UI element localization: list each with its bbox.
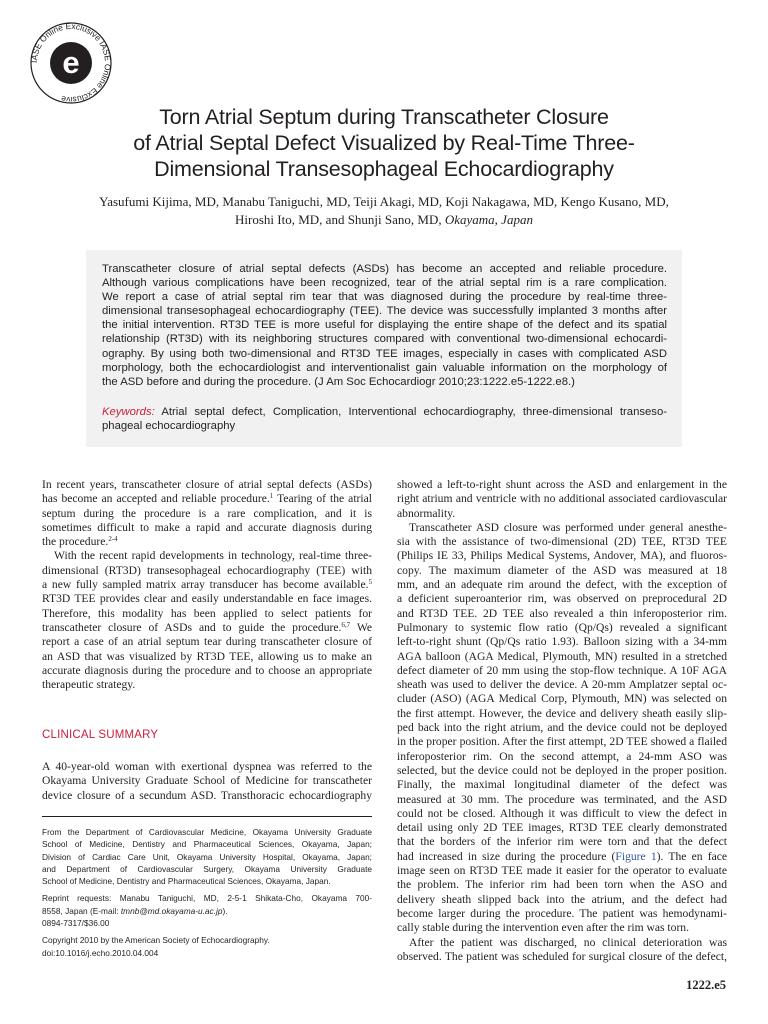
text-line: a deficient superoanterior rim, was observed on preprocedural 2D bbox=[397, 592, 727, 606]
affiliation-line: From the Department of Cardiovascular Medicine, Okayama University Graduate bbox=[42, 827, 372, 837]
abstract-line: We report a case of atrial septal rim tear that was diagnosed during the procedure by real-time three- bbox=[102, 291, 667, 304]
email-link[interactable]: tmnb@md.okayama-u.ac.jp bbox=[120, 905, 223, 916]
text-line: abnormality. bbox=[397, 506, 456, 520]
reprint-line: Reprint requests: Manabu Taniguchi, MD, 2-5-1 Shikata-Cho, Okayama 700- bbox=[42, 893, 372, 904]
author-line: Yasufumi Kijima, MD, Manabu Taniguchi, MD, Teiji Akagi, MD, Koji Nakagawa, MD, Kengo Kusano, MD, bbox=[99, 194, 669, 209]
text-line: could not be closed. Although it was difficult to view the defect in bbox=[397, 806, 727, 820]
text-line: measured at 30 mm. The procedure was terminated, and the ASD bbox=[397, 792, 727, 806]
reference-citation[interactable]: 2-4 bbox=[108, 535, 118, 544]
figure-1-link[interactable]: Figure 1 bbox=[615, 849, 657, 863]
logo-letter: e bbox=[62, 45, 80, 80]
text-line: Finally, the maximal longitudinal diameter of the defect was bbox=[397, 778, 727, 792]
text-line: delivery sheath slipped back into the atrium, and the defect had bbox=[397, 892, 727, 906]
text-line bbox=[42, 621, 372, 635]
title-line: Torn Atrial Septum during Transcatheter Closure bbox=[159, 105, 609, 129]
title-line: of Atrial Septal Defect Visualized by Real-Time Three- bbox=[133, 131, 635, 155]
text-run: a new fully sampled matrix array transducer has become available. bbox=[42, 578, 369, 592]
text-line: cally stable during the intervention even after the rim was torn. bbox=[397, 921, 690, 935]
text-line bbox=[397, 850, 727, 864]
abstract-line: Although various complications have been recognized, tear of the atrial septal rim is a rare complication. bbox=[102, 277, 667, 290]
text-line: Therefore, this modality has been applied to select patients for bbox=[42, 606, 372, 620]
abstract-line: dimensional transesophageal echocardiography (TEE). The device was successfully implanted 3 months after bbox=[102, 305, 667, 318]
text-line: selected, but the device could not be deployed in the proper position. bbox=[397, 763, 727, 777]
text-line bbox=[42, 578, 372, 592]
text-line: Okayama University Graduate School of Medicine for transcatheter bbox=[42, 774, 372, 788]
text-line: right atrium and ventricle with no additional associated cardiovascular bbox=[397, 492, 727, 506]
text-line bbox=[42, 535, 372, 549]
issn: 0894-7317/$36.00 bbox=[42, 918, 110, 929]
abstract-line: morphology, both the echocardiologist and interventionalist gain valuable information on the morphology of bbox=[102, 361, 667, 374]
footnotes bbox=[42, 826, 372, 959]
logo-ring-text: IASE Online Exclusive IASE Online Exclusive bbox=[28, 20, 114, 106]
text-line: RT3D TEE provides clear and easily understandable en face images. bbox=[42, 592, 372, 606]
abstract-line: relationship (RT3D) with its neighboring structures compared with conventional two-dimensional echocardi- bbox=[102, 333, 667, 346]
text-line: After the patient was discharged, no clinical deterioration was bbox=[409, 935, 727, 949]
text-line: that the borders of the inferior rim were torn and that the defect bbox=[397, 835, 727, 849]
text-line: accurate diagnosis during the procedure and to choose an appropriate bbox=[42, 663, 372, 677]
text-line: Pulmonary to systemic flow ratio (Qp/Qs) revealed a significant bbox=[397, 620, 727, 634]
abstract-text bbox=[102, 262, 667, 389]
text-line: an ASD that was visualized by RT3D TEE, allowing us to make an bbox=[42, 649, 372, 663]
text-run: has become an accepted and reliable procedure. bbox=[42, 492, 270, 506]
abstract-line: Transcatheter closure of atrial septal defects (ASDs) has become an accepted and reliable procedure. bbox=[102, 263, 667, 275]
text-line: Transcatheter ASD closure was performed under general anesthe- bbox=[409, 520, 727, 534]
journal-online-exclusive-logo bbox=[28, 20, 114, 106]
keywords bbox=[102, 405, 667, 433]
affiliation-line: and Department of Cardiovascular Surgery, Okayama University Graduate bbox=[42, 863, 372, 874]
text-line: inferoposterior rim. On the second attempt, a 24-mm ASO was bbox=[397, 749, 727, 763]
text-run: the procedure. bbox=[42, 535, 109, 549]
text-line: become larger during the procedure. The patient was hemodynami- bbox=[397, 906, 727, 920]
text-line: image seen on RT3D TEE made it easier for the operator to evaluate bbox=[397, 864, 727, 878]
author-line bbox=[60, 211, 708, 229]
text-run: 8558, Japan (E-mail: bbox=[42, 905, 121, 916]
keywords-line: phageal echocardiography bbox=[102, 420, 236, 433]
text-line: report a case of an atrial septum tear during transcatheter closure of bbox=[42, 635, 372, 649]
author-location: Okayama, Japan bbox=[444, 211, 533, 227]
abstract-line: the ASD before and during the procedure. (J Am Soc Echocardiogr 2010;23:1222.e5-1222.e8.) bbox=[102, 375, 575, 388]
affiliation-line: Division of Cardiac Care Unit, Okayama University Hospital, Okayama, Japan; bbox=[42, 851, 372, 862]
text-run: had increased in size during the procedure ( bbox=[397, 849, 616, 863]
keywords-label: Keywords: bbox=[102, 406, 155, 418]
text-line: copy. The maximum diameter of the ASD was measured at 18 bbox=[397, 563, 727, 577]
text-line: in the proper position. After the first attempt, 2D TEE showed a flailed bbox=[397, 735, 727, 749]
text-line: sia with the assistance of two-dimensional (2D) TEE, RT3D TEE bbox=[397, 535, 727, 549]
text-line: observed. The patient was scheduled for surgical closure of the defect, bbox=[397, 949, 727, 963]
text-line: therapeutic strategy. bbox=[42, 678, 136, 692]
text-run: transcatheter closure of ASDs and to guide the procedure. bbox=[42, 620, 342, 634]
text-run: We bbox=[350, 620, 372, 634]
affiliation-line: School of Medicine, Dentistry and Pharmaceutical Sciences, Okayama, Japan. bbox=[42, 876, 331, 887]
text-line: cluder (ASO) (AGA Medical Corp, Plymouth, MN) was selected on bbox=[397, 692, 727, 706]
text-line: and RT3D TEE. 2D TEE also revealed a thin inferoposterior rim. bbox=[397, 606, 727, 620]
text-line: detail using only 2D TEE images, RT3D TEE clearly demonstrated bbox=[397, 821, 727, 835]
text-line bbox=[42, 492, 372, 506]
clinical-summary-text bbox=[42, 760, 372, 803]
copyright: Copyright 2010 by the American Society of Echocardiography. bbox=[42, 935, 270, 946]
abstract-line: ography. By using both two-dimensional and RT3D TEE images, especially in cases with complicated ASD bbox=[102, 347, 667, 360]
text-line: defect diameter of 20 mm using the stop-flow technique. A 10F AGA bbox=[397, 663, 727, 677]
text-line: left-to-right shunt (Qp/Qs ratio 1.93). Balloon sizing with a 34-mm bbox=[397, 635, 727, 649]
reprint-line bbox=[42, 905, 372, 917]
text-line: AGA balloon (AGA Medical, Plymouth, MN) resulted in a stretched bbox=[397, 649, 727, 663]
text-run: Tearing of the atrial bbox=[273, 492, 373, 506]
text-line: ped back into the right atrium, and the device could not be deployed bbox=[397, 721, 727, 735]
reference-citation[interactable]: 5 bbox=[368, 578, 372, 587]
text-line: mm, and an adequate rim around the defect, with the exception of bbox=[397, 578, 727, 592]
text-line: With the recent rapid developments in technology, real-time three- bbox=[54, 549, 372, 563]
text-line: A 40-year-old woman with exertional dyspnea was referred to the bbox=[42, 760, 372, 773]
text-line: (Philips IE 33, Philips Medical Systems, Andover, MA), and fluoros- bbox=[397, 549, 727, 563]
keywords-text: Atrial septal defect, Complication, Interventional echocardiography, three-dimensional transeso- bbox=[161, 406, 667, 418]
text-line: the first attempt. However, the device and delivery sheath easily slip- bbox=[397, 706, 727, 720]
text-run: ). The en face bbox=[656, 849, 728, 863]
doi[interactable]: doi:10.1016/j.echo.2010.04.004 bbox=[42, 947, 159, 958]
text-line: sometimes difficult to make a rapid and accurate diagnosis during bbox=[42, 520, 372, 534]
text-line: showed a left-to-right shunt across the ASD and enlargement in the bbox=[397, 478, 727, 491]
author-list bbox=[60, 193, 708, 228]
section-heading-clinical-summary: CLINICAL SUMMARY bbox=[42, 729, 159, 741]
footnote-divider bbox=[42, 816, 372, 817]
affiliation-line: School of Medicine, Dentistry and Pharmaceutical Sciences, Okayama, Japan; bbox=[42, 839, 372, 850]
title-line: Dimensional Transesophageal Echocardiography bbox=[154, 157, 614, 181]
text-line: septum during the procedure is a rare complication, and it is bbox=[42, 506, 372, 520]
abstract-line: the initial intervention. RT3D TEE is more useful for displaying the entire shape of the defect and its spatial bbox=[102, 319, 667, 332]
text-line: dimensional (RT3D) transesophageal echocardiography (TEE) with bbox=[42, 563, 372, 577]
keywords-line bbox=[102, 405, 667, 419]
text-line: sheath was used to deliver the device. A 20-mm Amplatzer septal oc- bbox=[397, 678, 727, 692]
text-run: ). bbox=[222, 905, 228, 916]
reference-citation[interactable]: 6,7 bbox=[341, 620, 351, 629]
page-number: 1222.e5 bbox=[686, 978, 726, 992]
case-description-text bbox=[397, 478, 727, 964]
reference-citation[interactable]: 1 bbox=[269, 492, 274, 501]
article-title bbox=[60, 104, 708, 182]
text-line: In recent years, transcatheter closure of atrial septal defects (ASDs) bbox=[42, 478, 372, 491]
text-line: device closure of a secundum ASD. Transthoracic echocardiography bbox=[42, 788, 372, 802]
text-line: the problem. The inferior rim had been torn when the ASO and bbox=[397, 878, 727, 892]
author-names: Hiroshi Ito, MD, and Shunji Sano, MD, bbox=[235, 211, 442, 227]
introduction-text bbox=[42, 478, 372, 692]
